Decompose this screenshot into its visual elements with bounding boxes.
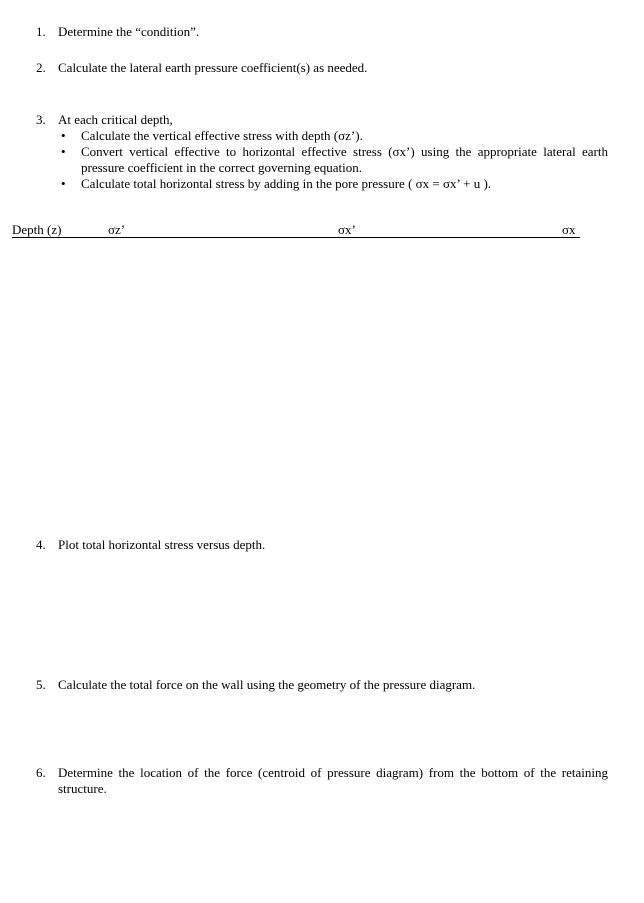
bullet-list (58, 128, 608, 192)
step-text: Calculate the lateral earth pressure coefficient(s) as needed. (58, 60, 368, 75)
step-text: Determine the “condition”. (58, 24, 200, 39)
step-number: 6. (36, 765, 46, 780)
step-text: Plot total horizontal stress versus depth. (58, 537, 266, 552)
step-text: Calculate the total force on the wall using the geometry of the pressure diagram. (58, 677, 476, 692)
step-number: 3. (36, 112, 46, 127)
step-2 (36, 60, 608, 76)
header-sigma-z-eff: σz’ (108, 222, 126, 237)
step-number: 4. (36, 537, 46, 552)
bullet-icon: • (61, 128, 66, 143)
stress-table-header (12, 222, 580, 238)
step-5 (36, 677, 608, 693)
step-text: At each critical depth, (58, 112, 173, 127)
step-3 (36, 112, 608, 192)
bullet-text: Convert vertical effective to horizontal effective stress (σx’) using the appropriate lateral earth pressure coefficient in the correct governing equation. (81, 144, 608, 175)
bullet-text: Calculate total horizontal stress by adding in the pore pressure ( σx = σx’ + u ). (81, 176, 492, 191)
step-4 (36, 537, 608, 553)
step-number: 2. (36, 60, 46, 75)
bullet-item (58, 144, 608, 176)
bullet-item (58, 128, 608, 144)
header-sigma-x-eff: σx’ (338, 222, 356, 237)
bullet-icon: • (61, 176, 66, 191)
step-number: 5. (36, 677, 46, 692)
bullet-icon: • (61, 144, 66, 159)
bullet-item (58, 176, 608, 192)
step-1 (36, 24, 608, 40)
header-depth: Depth (z) (12, 222, 62, 237)
step-6 (36, 765, 608, 797)
header-sigma-x: σx (562, 222, 576, 237)
bullet-text: Calculate the vertical effective stress with depth (σz’). (81, 128, 363, 143)
step-text: Determine the location of the force (centroid of pressure diagram) from the bottom of the retaining structure. (58, 765, 608, 796)
step-number: 1. (36, 24, 46, 39)
